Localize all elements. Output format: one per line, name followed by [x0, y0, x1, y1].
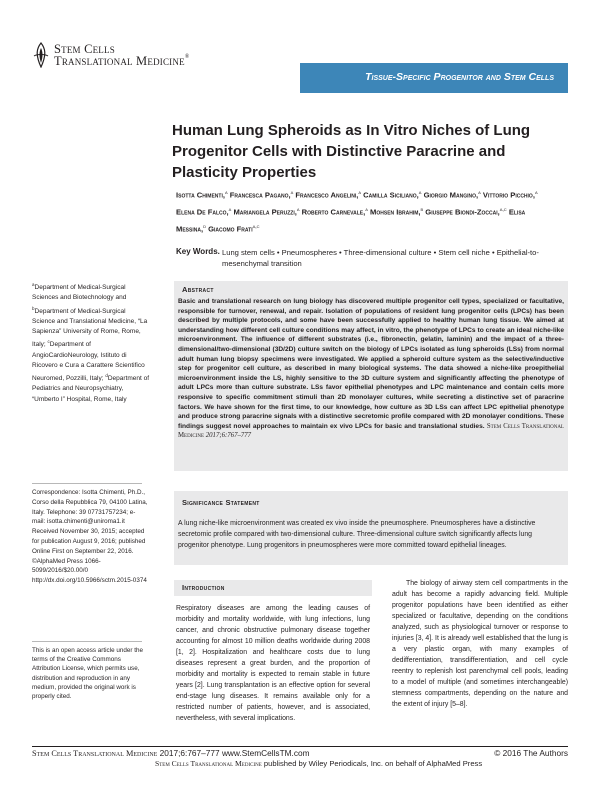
- author-list: [176, 186, 546, 237]
- footer-url[interactable]: www.StemCellsTM.com: [221, 748, 310, 758]
- author-name: Roberto Carnevale,: [301, 207, 366, 217]
- author-name: Giuseppe Biondi-Zoccai,: [425, 207, 500, 217]
- author-name: Mohsen Ibrahim,: [370, 207, 421, 217]
- affiliation-mark: c: [47, 339, 50, 345]
- author-affiliation-mark: a,c: [499, 207, 507, 214]
- introduction-column-1: Respiratory diseases are among the leading causes of morbidity and mortality worldwide, with lung infections, lung cancer, and chronic obstructive pulmonary disease together accounting for almost 10 million deaths worldwide during 2008 [1, 2]. Hospitalization and healthcare costs due to lung diseases represent a great burden, and the proportion of morbidity and mortality is expected to remain stable in future years [2]. Lung transplantation is an effective option for several end-stage lung diseases. It remains available only for a restricted number of patients, however, and is associated, nevertheless, with several implications.: [176, 605, 370, 722]
- author-name: Vittorio Picchio,: [482, 190, 535, 200]
- journal-logo: [32, 40, 190, 70]
- abstract-text: Basic and translational research on lung biology has discovered multiple progenitor cell types, specialized or facultative, responsible for turnover, renewal, and repair. Isolation of populations of resident lung progenitor cells (LPCs) has been described by multiple protocols, and some have been successfully applied to healthy human lung tissue. We aimed at understanding how different cell culture conditions may affect, in vitro, the phenotype of LPCs to create an ideal niche-like microenvironment. The influence of different substrates (i.e., fibronectin, gelatin, laminin) and the impact of a three-dimensional/two-dimensional (3D/2D) culture switch on the biology of LPCs isolated as lung spheroids (LSs) from normal adult human lung biopsy specimens were investigated. We applied a spheroid culture system as the selective/inductive step for progenitor cell culture, as described in many biological systems. The data showed a niche-like proepithelial microenvironment inside the LS, highly sensitive to the 3D culture system and significantly affecting the phenotype of adult LPCs more than culture substrate. LSs favor epithelial phenotypes and LPC maintenance and contain cells more responsive to specific commitment stimuli than 2D monolayer cultures, while secreting a distinctive set of paracrine factors. We have shown for the first time, to our knowledge, how culture as 3D LSs can affect LPC epithelial phenotype and produce strong paracrine signals with a distinctive secretomic profile compared with 2D monolayer conditions. These findings suggest novel approaches to maintain ex vivo LPCs for basic and translational studies. Stem Cells Translational Medicine 2017;6:767–777: [178, 298, 564, 440]
- author-name: Francesco Angelini,: [295, 190, 359, 200]
- author-affiliation-mark: a,c: [252, 224, 260, 231]
- author-affiliation-mark: b: [420, 207, 424, 214]
- section-banner: [300, 63, 568, 93]
- correspondence: Correspondence: Isotta Chimenti, Ph.D., Corso della Repubblica 79, 04100 Latina, Italy. Telephone: 39 07731757234; e-mail: isotta.chimenti@uniroma1.it: [32, 489, 148, 526]
- significance-heading: Significance Statement: [182, 498, 260, 507]
- logo-line-2: Translational Medicine®: [54, 54, 190, 68]
- doi-link[interactable]: http://dx.doi.org/10.5966/sctm.2015-0374: [32, 577, 147, 585]
- author-name: Giacomo Frati: [208, 224, 253, 234]
- author-name: Giorgio Mangino,: [423, 190, 479, 200]
- author-affiliation-mark: a: [478, 190, 481, 196]
- affiliations: [32, 280, 150, 405]
- affiliation-mark: d: [105, 373, 108, 379]
- section-label: Tissue-Specific Progenitor and Stem Cells: [365, 71, 554, 83]
- author-name: Elena De Falco,: [176, 207, 229, 217]
- introduction-heading: Introduction: [182, 583, 225, 592]
- footer-rule: [32, 746, 568, 747]
- significance-box: [174, 491, 568, 565]
- author-name: Elisa Messina,: [176, 207, 526, 234]
- logo-line-1: Stem Cells: [54, 42, 115, 56]
- author-affiliation-mark: d: [203, 224, 206, 231]
- significance-text: A lung niche-like microenvironment was created ex vivo inside the pneumosphere. Pneumospheres have a distinctive secretomic profile compared with two-dimensional culture. Three-dimensional culture switch significantly affects lung progenitor phenotype. Lung progenitors in pneumospheres were more committed toward epithelial lineages.: [178, 520, 536, 549]
- keywords: Lung stem cells • Pneumospheres • Three-dimensional culture • Stem cell niche • Epithelial-to-mesenchymal transition: [222, 248, 539, 268]
- author-name: Mariangela Peruzzi,: [233, 207, 297, 217]
- keywords-label: Key Words.: [176, 247, 220, 256]
- divider: [32, 641, 142, 642]
- correspondence-block: [32, 488, 148, 586]
- author-affiliation-mark: a: [228, 207, 232, 214]
- abstract-box: [174, 281, 568, 471]
- affiliation-text: Department of Medical-Surgical Science and Translational Medicine, “La Sapienza” University of Rome, Rome, Italy;: [32, 307, 148, 349]
- journal-mark-icon: [32, 42, 50, 68]
- author-affiliation-mark: a: [418, 190, 422, 196]
- article-title: Human Lung Spheroids as In Vitro Niches of Lung Progenitor Cells with Distinctive Paracrine and Plasticity Properties: [172, 122, 531, 181]
- publication-dates: Received November 30, 2015; accepted for publication August 9, 2016; published Online First on September 22, 2016.: [32, 528, 146, 555]
- author-affiliation-mark: a: [224, 190, 228, 196]
- author-affiliation-mark: a: [365, 207, 368, 214]
- author-name: Francesca Pagano,: [229, 190, 291, 200]
- copyright-note: ©AlphaMed Press 1066-5099/2016/$20.00/0: [32, 557, 101, 575]
- author-affiliation-mark: a: [296, 207, 300, 214]
- affiliation-mark: a: [32, 282, 35, 287]
- divider: [32, 483, 142, 484]
- introduction-column-2: The biology of airway stem cell compartments in the adult has become a rapidly advancing field. Multiple progenitor populations have been identified as either specialized or facultative, depending on the conditions analyzed, such as physiological turnover or response to injuries [3, 4]. It is already well established that the lung is a very plastic organ, with many examples of dedifferentiation, transdifferentiation, and cell cycle reentry to replenish lost parenchymal cell pools, leading to a model of multiple (and sometimes interchangeable) stemness compartments, depending on the nature and the extent of injury [5–8].: [392, 580, 568, 708]
- affiliation-text: Department of Medical-Surgical Sciences and Biotechnology and: [32, 284, 127, 302]
- introduction-heading-box: [174, 580, 372, 596]
- author-affiliation-mark: a: [358, 190, 362, 196]
- abstract-heading: Abstract: [182, 285, 214, 294]
- footer-copyright: © 2016 The Authors: [494, 748, 568, 758]
- affiliation-mark: b: [32, 305, 35, 311]
- author-name: Camilla Siciliano,: [363, 190, 419, 200]
- footer-left: Stem Cells Translational Medicine 2017;6:767–777 www.StemCellsTM.com: [32, 748, 310, 758]
- author-affiliation-mark: a: [290, 190, 294, 196]
- footer-publisher: Stem Cells Translational Medicine published by Wiley Periodicals, Inc. on behalf of AlphaMed Press: [155, 759, 483, 768]
- abstract-citation: Stem Cells Translational Medicine 2017;6:767–777: [178, 422, 564, 440]
- affiliation-text: Department of AngioCardioNeurology, Istituto di Ricovero e Cura a Carattere Scientifico Neuromed, Pozzilli, Italy;: [32, 341, 145, 383]
- author-name: Isotta Chimenti,: [176, 190, 225, 200]
- author-affiliation-mark: a: [534, 190, 538, 196]
- open-access-note: This is an open access article under the terms of the Creative Commons Attribution License, which permits use, distribution and reproduction in any medium, provided the original work is properly cited.: [32, 647, 143, 701]
- affiliation-text: Department of Pediatrics and Neuropsychiatry, “Umberto I” Hospital, Rome, Italy: [32, 375, 150, 403]
